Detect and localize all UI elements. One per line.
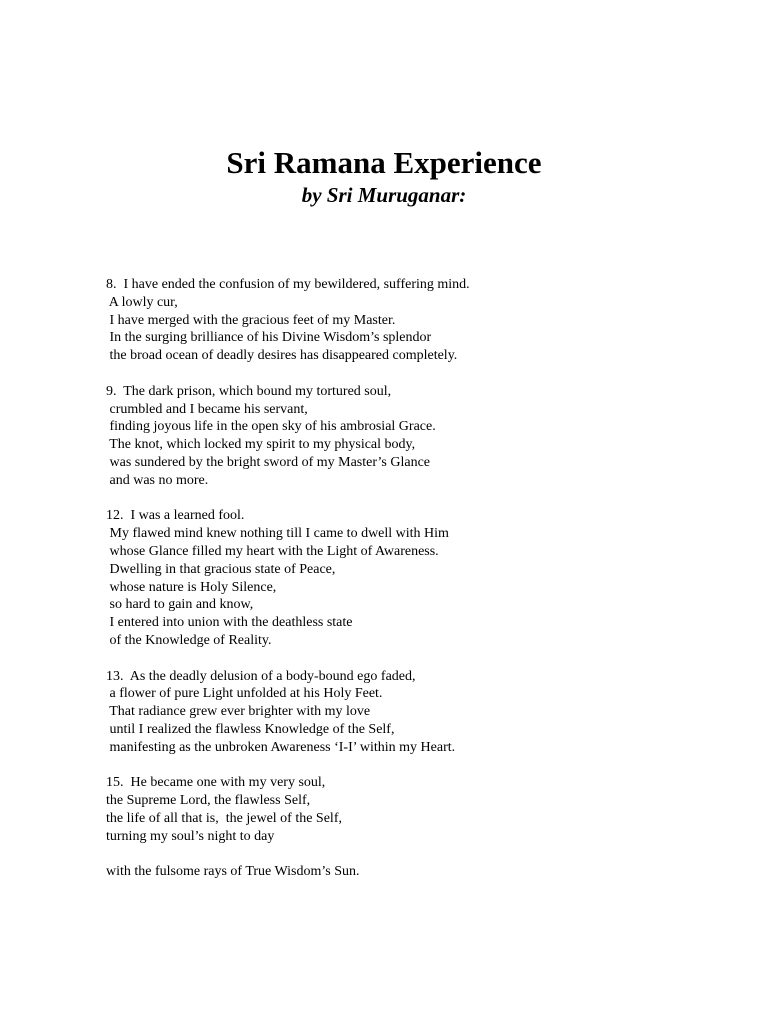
poem-line: My flawed mind knew nothing till I came to dwell with Him — [106, 526, 449, 542]
poem-line: the broad ocean of deadly desires has disappeared completely. — [106, 348, 458, 364]
poem-body — [106, 276, 726, 899]
poem-line: a flower of pure Light unfolded at his Holy Feet. — [106, 686, 383, 702]
poem-line: so hard to gain and know, — [106, 597, 254, 613]
blank-line — [106, 846, 726, 864]
poem-line: 9. The dark prison, which bound my tortured soul, — [106, 383, 392, 399]
poem-line: That radiance grew ever brighter with my love — [106, 704, 371, 720]
poem-line: 15. He became one with my very soul, — [106, 775, 326, 791]
poem-line: the Supreme Lord, the flawless Self, — [106, 793, 311, 809]
poem-line: of the Knowledge of Reality. — [106, 632, 272, 648]
poem-line: with the fulsome rays of True Wisdom’s Sun. — [106, 864, 360, 880]
poem-line: turning my soul’s night to day — [106, 828, 275, 844]
poem-line: A lowly cur, — [106, 294, 178, 310]
poem-line: The knot, which locked my spirit to my physical body, — [106, 437, 416, 453]
poem-line: 13. As the deadly delusion of a body-bound ego faded, — [106, 668, 416, 684]
page-title: Sri Ramana Experience — [226, 145, 542, 180]
poem-line: Dwelling in that gracious state of Peace, — [106, 561, 336, 577]
poem-line: until I realized the flawless Knowledge of the Self, — [106, 721, 395, 737]
poem-line: whose nature is Holy Silence, — [106, 579, 277, 595]
page-subtitle: by Sri Muruganar: — [301, 183, 467, 207]
stanza — [106, 774, 726, 881]
poem-line: was sundered by the bright sword of my Master’s Glance — [106, 454, 431, 470]
poem-line: manifesting as the unbroken Awareness ‘I-I’ within my Heart. — [106, 739, 456, 755]
poem-line: crumbled and I became his servant, — [106, 401, 308, 417]
poem-line: finding joyous life in the open sky of his ambrosial Grace. — [106, 419, 436, 435]
stanza — [106, 668, 726, 757]
stanza — [106, 276, 726, 365]
poem-line: In the surging brilliance of his Divine Wisdom’s splendor — [106, 330, 432, 346]
stanza — [106, 383, 726, 490]
poem-line: 12. I was a learned fool. — [106, 508, 245, 524]
poem-line: I have merged with the gracious feet of my Master. — [106, 312, 396, 328]
poem-line: whose Glance filled my heart with the Light of Awareness. — [106, 543, 439, 559]
stanza — [106, 507, 726, 649]
poem-line: 8. I have ended the confusion of my bewildered, suffering mind. — [106, 277, 470, 292]
poem-line: the life of all that is, the jewel of the Self, — [106, 810, 342, 826]
poem-line: and was no more. — [106, 472, 209, 488]
poem-line: I entered into union with the deathless state — [106, 615, 353, 631]
